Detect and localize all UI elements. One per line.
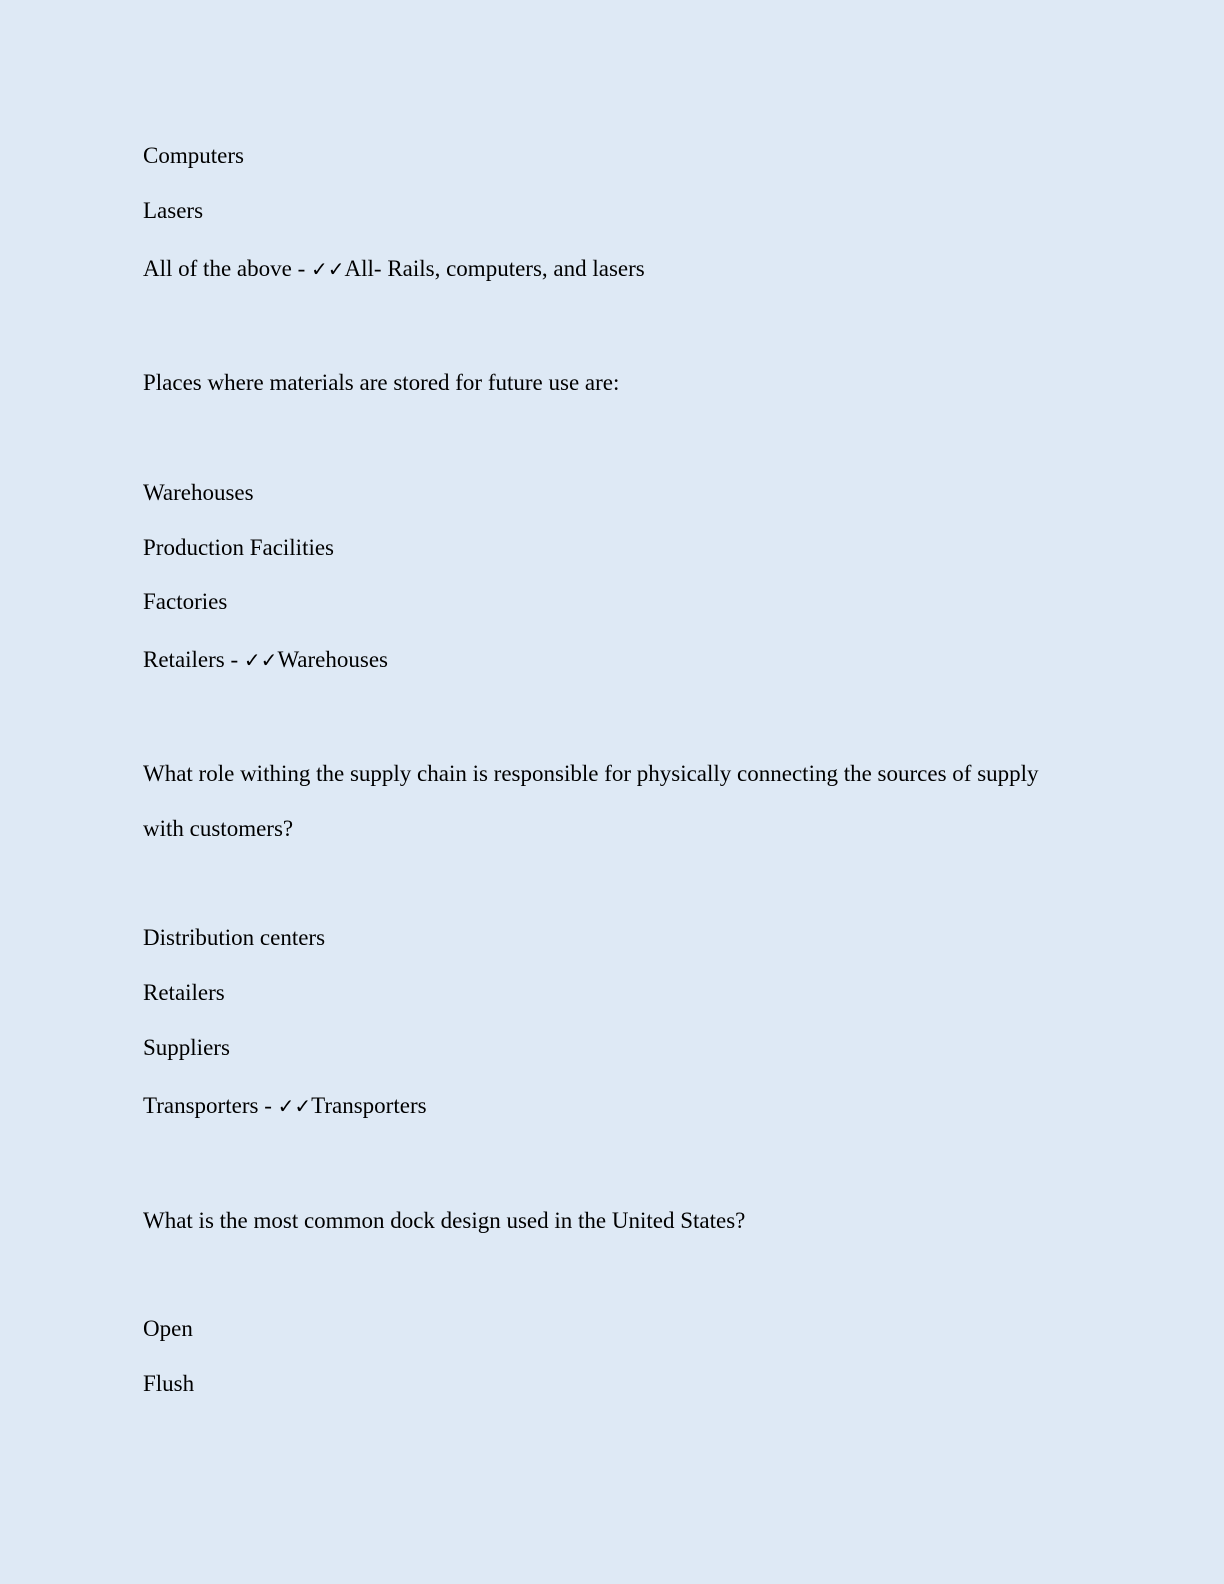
option: Lasers bbox=[143, 198, 204, 223]
option: Distribution centers bbox=[143, 925, 326, 950]
question: What is the most common dock design used in the United States? bbox=[143, 1208, 746, 1233]
answer: Warehouses bbox=[277, 647, 388, 672]
option: All of the above bbox=[143, 256, 292, 281]
option: Suppliers bbox=[143, 1035, 230, 1060]
option: Retailers bbox=[143, 647, 225, 672]
answer: All- Rails, computers, and lasers bbox=[344, 256, 645, 281]
separator: - bbox=[291, 256, 311, 281]
option-with-answer bbox=[143, 255, 645, 283]
question: Places where materials are stored for future use are: bbox=[143, 370, 620, 395]
option: Factories bbox=[143, 589, 228, 614]
option-with-answer bbox=[143, 646, 388, 674]
option-with-answer bbox=[143, 1092, 427, 1120]
answer: Transporters bbox=[311, 1093, 427, 1118]
question: What role withing the supply chain is responsible for physically connecting the sources of supply bbox=[143, 761, 1039, 786]
check-mark-icon: ✓✓ bbox=[311, 257, 345, 281]
option: Production Facilities bbox=[143, 535, 335, 560]
option: Retailers bbox=[143, 980, 225, 1005]
check-mark-icon: ✓✓ bbox=[243, 648, 278, 672]
question-continued: with customers? bbox=[143, 816, 294, 841]
check-mark-icon: ✓✓ bbox=[277, 1094, 312, 1118]
option: Warehouses bbox=[143, 480, 254, 505]
option: Flush bbox=[143, 1371, 195, 1396]
option: Transporters bbox=[143, 1093, 259, 1118]
separator: - bbox=[224, 647, 244, 672]
option: Computers bbox=[143, 143, 244, 168]
option: Open bbox=[143, 1316, 193, 1341]
separator: - bbox=[258, 1093, 278, 1118]
